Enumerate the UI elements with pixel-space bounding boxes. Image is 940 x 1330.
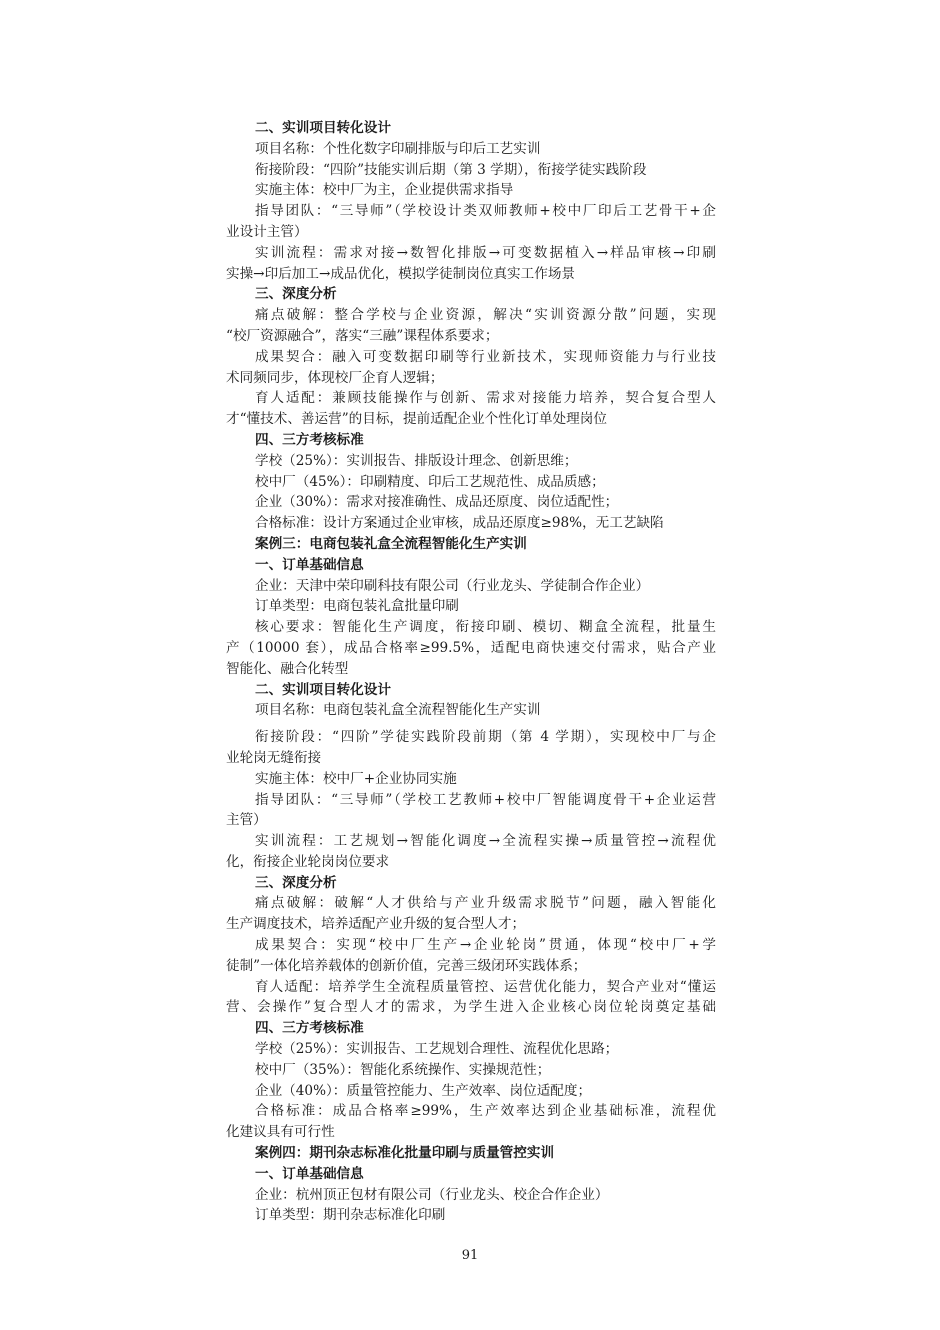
section-heading: 四、三方考核标准 (255, 431, 364, 448)
text-line: 徒制”一体化培养载体的创新价值，完善三级闭环实践体系； (226, 957, 587, 974)
text-line: 才“懂技术、善运营”的目标，提前适配企业个性化订单处理岗位 (226, 411, 607, 428)
text-line: 实操→印后加工→成品优化，模拟学徒制岗位真实工作场景 (226, 265, 576, 282)
text-line: 企业：天津中荣印刷科技有限公司（行业龙头、学徒制合作企业） (255, 577, 650, 594)
text-line: 化，衔接企业轮岗岗位要求 (226, 853, 390, 870)
section-heading: 案例三：电商包装礼盒全流程智能化生产实训 (255, 535, 527, 552)
section-heading: 一、订单基础信息 (255, 1165, 364, 1182)
text-line: 企业（40%）：质量管控能力、生产效率、岗位适配度； (255, 1082, 592, 1099)
text-line: 痛点破解：整合学校与企业资源，解决“实训资源分散”问题，实现 (255, 307, 716, 324)
text-line: 成果契合：实现“校中厂生产→企业轮岗”贯通，体现“校中厂+学 (255, 937, 716, 954)
text-line: 化建议具有可行性 (226, 1124, 335, 1141)
text-line: 业轮岗无缝衔接 (226, 749, 322, 766)
text-line: 实训流程：需求对接→数智化排版→可变数据植入→样品审核→印刷 (255, 244, 716, 261)
text-line: 生产调度技术，培养适配产业升级的复合型人才； (226, 916, 526, 933)
text-line: 合格标准：成品合格率≥99%，生产效率达到企业基础标准，流程优 (255, 1103, 716, 1120)
text-line: 校中厂（45%）：印刷精度、印后工艺规范性、成品质感； (255, 473, 605, 490)
text-line: 实训流程：工艺规划→智能化调度→全流程实操→质量管控→流程优 (255, 833, 716, 850)
section-heading: 一、订单基础信息 (255, 556, 364, 573)
body-text (226, 118, 716, 1226)
text-line: 营、会操作”复合型人才的需求，为学生进入企业核心岗位轮岗奠定基础 (226, 999, 716, 1016)
text-line: 产（10000 套），成品合格率≥99.5%，适配电商快速交付需求，贴合产业 (226, 639, 716, 656)
text-line: 衔接阶段：“四阶”技能实训后期（第 3 学期），衔接学徒实践阶段 (255, 161, 647, 178)
text-line: 育人适配：培养学生全流程质量管控、运营优化能力，契合产业对“懂运 (255, 978, 716, 995)
text-line: 主管） (226, 812, 267, 829)
text-line: 实施主体：校中厂为主，企业提供需求指导 (255, 182, 514, 199)
section-heading: 案例四：期刊杂志标准化批量印刷与质量管控实训 (255, 1145, 555, 1162)
text-line: 术同频同步，体现校厂企育人逻辑； (226, 369, 444, 386)
text-line: 合格标准：设计方案通过企业审核，成品还原度≥98%，无工艺缺陷 (255, 515, 664, 532)
text-line: 指导团队：“三导师”（学校工艺教师+校中厂智能调度骨干+企业运营 (255, 791, 716, 808)
text-line: 订单类型：电商包装礼盒批量印刷 (255, 598, 459, 615)
text-line: 企业：杭州顶正包材有限公司（行业龙头、校企合作企业） (255, 1186, 609, 1203)
text-line: 成果契合：融入可变数据印刷等行业新技术，实现师资能力与行业技 (255, 348, 716, 365)
text-line: 业设计主管） (226, 223, 308, 240)
text-line: 智能化、融合化转型 (226, 660, 349, 677)
text-line: 痛点破解：破解“人才供给与产业升级需求脱节”问题，融入智能化 (255, 895, 716, 912)
text-line: 育人适配：兼顾技能操作与创新、需求对接能力培养，契合复合型人 (255, 390, 716, 407)
text-line: 校中厂（35%）：智能化系统操作、实操规范性； (255, 1061, 551, 1078)
text-line: 学校（25%）：实训报告、排版设计理念、创新思维； (255, 452, 578, 469)
section-heading: 四、三方考核标准 (255, 1020, 364, 1037)
section-heading: 二、实训项目转化设计 (255, 681, 391, 698)
text-line: 实施主体：校中厂+企业协同实施 (255, 770, 457, 787)
text-line: 项目名称：个性化数字印刷排版与印后工艺实训 (255, 140, 541, 157)
text-line: “校厂资源融合”，落实“三融”课程体系要求； (226, 327, 499, 344)
text-line: 核心要求：智能化生产调度，衔接印刷、模切、糊盒全流程，批量生 (255, 619, 716, 636)
text-line: 项目名称：电商包装礼盒全流程智能化生产实训 (255, 702, 541, 719)
section-heading: 二、实训项目转化设计 (255, 120, 391, 136)
text-line: 企业（30%）：需求对接准确性、成品还原度、岗位适配性； (255, 494, 619, 511)
text-line: 衔接阶段：“四阶”学徒实践阶段前期（第 4 学期），实现校中厂与企 (255, 729, 716, 746)
text-line: 订单类型：期刊杂志标准化印刷 (255, 1207, 446, 1224)
page-number: 91 (461, 1248, 479, 1263)
text-line: 学校（25%）：实训报告、工艺规划合理性、流程优化思路； (255, 1041, 619, 1058)
text-line: 指导团队：“三导师”（学校设计类双师教师+校中厂印后工艺骨干+企 (255, 203, 716, 220)
section-heading: 三、深度分析 (255, 874, 337, 891)
section-heading: 三、深度分析 (255, 286, 337, 303)
